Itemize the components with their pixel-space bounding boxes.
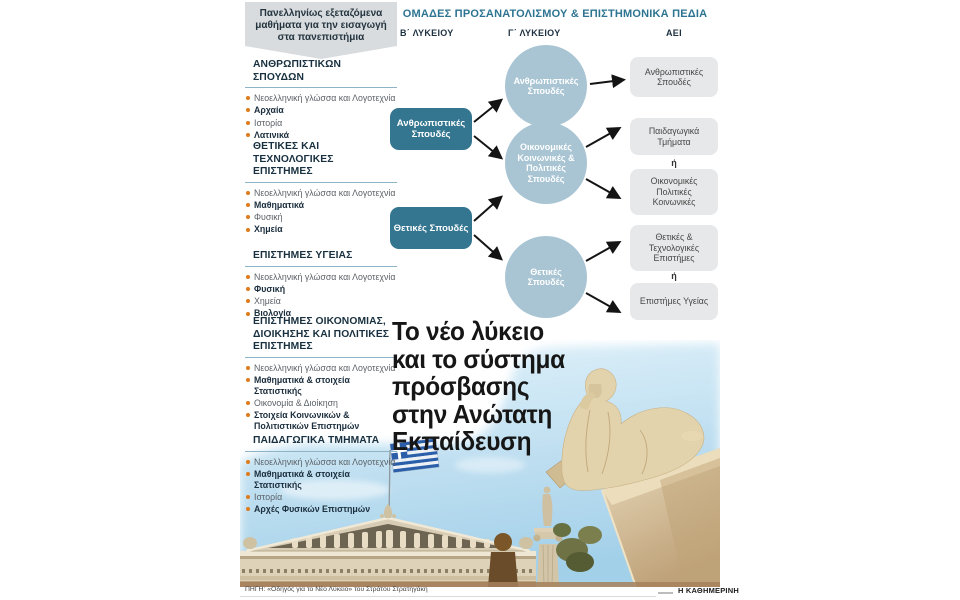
subject-item: Φυσική: [245, 284, 397, 295]
subject-list: [245, 93, 397, 141]
newspaper-brand: Η ΚΑΘΗΜΕΡΙΝΗ: [678, 586, 739, 595]
subject-list: [245, 363, 397, 432]
subject-item: Νεοελληνική γλώσσα και Λογοτεχνία: [245, 363, 397, 374]
title-line: Το νέο λύκειο: [392, 316, 544, 346]
section-title: ΕΠΙΣΤΗΜΕΣ ΟΙΚΟΝΟΜΙΑΣ, ΔΙΟΙΚΗΣΗΣ ΚΑΙ ΠΟΛΙΤΙΚΕΣ ΕΠΙΣΤΗΜΕΣ: [245, 316, 397, 358]
subject-list: [245, 272, 397, 320]
subject-section: [245, 316, 397, 433]
c-lykeiou-circle-economics: Οικονομικές Κοινωνικές & Πολιτικές Σπουδές: [505, 122, 587, 204]
source-credit: ΠΗΓΗ: «Οδηγός για το Νέο Λύκειο» του Στράτου Στρατηγάκη: [245, 586, 428, 593]
subject-section: [245, 59, 397, 142]
aei-box-pedagogical: Παιδαγωγικά Τμήματα: [630, 118, 718, 155]
subject-sections: [245, 2, 400, 598]
subject-item: Νεοελληνική γλώσσα και Λογοτεχνία: [245, 188, 397, 199]
banner-text: Πανελληνίως εξεταζόμενα μαθήματα για την εισαγωγή στα πανεπιστήμια: [245, 2, 397, 46]
title-line: πρόσβασης: [392, 371, 530, 401]
subject-item: Νεοελληνική γλώσσα και Λογοτεχνία: [245, 457, 397, 468]
subject-item: Οικονομία & Διοίκηση: [245, 398, 397, 409]
b-lykeiou-box-humanities: Ανθρωπιστικές Σπουδές: [390, 108, 472, 150]
subject-item: Βιολογία: [245, 308, 397, 319]
or-label: ή: [671, 271, 677, 281]
title-line: και το σύστημα: [392, 343, 565, 374]
column-label-b-lykeiou: Β΄ ΛΥΚΕΙΟΥ: [400, 28, 454, 38]
subject-item: Φυσική: [245, 212, 397, 223]
section-title: ΘΕΤΙΚΕΣ ΚΑΙ ΤΕΧΝΟΛΟΓΙΚΕΣ ΕΠΙΣΤΗΜΕΣ: [245, 141, 397, 183]
title-line: Εκπαίδευση: [392, 426, 532, 456]
subject-item: Νεοελληνική γλώσσα και Λογοτεχνία: [245, 272, 397, 283]
subject-item: Ιστορία: [245, 118, 397, 129]
aei-box-humanities: Ανθρωπιστικές Σπουδές: [630, 57, 718, 97]
column-label-c-lykeiou: Γ΄ ΛΥΚΕΙΟΥ: [508, 28, 561, 38]
subject-item: Μαθηματικά & στοιχεία Στατιστικής: [245, 375, 397, 397]
or-label: ή: [671, 158, 677, 168]
section-title: ΑΝΘΡΩΠΙΣΤΙΚΩΝ ΣΠΟΥΔΩΝ: [245, 59, 397, 88]
subject-item: Λατινικά: [245, 130, 397, 141]
brand-dash: [658, 592, 673, 594]
diagram-header: ΟΜΑΔΕΣ ΠΡΟΣΑΝΑΤΟΛΙΣΜΟΥ & ΕΠΙΣΤΗΜΟΝΙΚΑ ΠΕΔΙΑ: [402, 8, 708, 20]
subject-section: [245, 141, 397, 237]
cloud: [455, 457, 525, 473]
subject-list: [245, 188, 397, 236]
column-label-aei: ΑΕΙ: [666, 28, 682, 38]
main-title: [392, 318, 565, 456]
title-line: στην Ανώτατη: [392, 398, 553, 429]
subject-item: Μαθηματικά & στοιχεία Στατιστικής: [245, 469, 397, 491]
subject-item: Χημεία: [245, 224, 397, 235]
subject-section: [245, 435, 397, 516]
subject-list: [245, 457, 397, 515]
subject-item: Ιστορία: [245, 492, 397, 503]
b-lykeiou-box-sciences: Θετικές Σπουδές: [390, 207, 472, 249]
subject-item: Χημεία: [245, 296, 397, 307]
subject-section: [245, 250, 397, 321]
c-lykeiou-circle-sciences: Θετικές Σπουδές: [505, 236, 587, 318]
section-title: ΠΑΙΔΑΓΩΓΙΚΑ ΤΜΗΜΑΤΑ: [245, 435, 397, 452]
corner-acroterion: [519, 537, 533, 549]
c-lykeiou-circle-humanities: Ανθρωπιστικές Σπουδές: [505, 45, 587, 127]
subject-item: Νεοελληνική γλώσσα και Λογοτεχνία: [245, 93, 397, 104]
section-title: ΕΠΙΣΤΗΜΕΣ ΥΓΕΙΑΣ: [245, 250, 397, 267]
footer-rule: [240, 596, 656, 597]
subject-item: Μαθηματικά: [245, 200, 397, 211]
aei-box-health: Επιστήμες Υγείας: [630, 283, 718, 320]
aei-box-science-tech: Θετικές & Τεχνολογικές Επιστήμες: [630, 225, 718, 271]
subject-item: Στοιχεία Κοινωνικών & Πολιτιστικών Επιστημών: [245, 410, 397, 432]
subject-item: Αρχαία: [245, 105, 397, 116]
aei-box-economics: Οικονομικές Πολιτικές Κοινωνικές: [630, 169, 718, 215]
subject-item: Αρχές Φυσικών Επιστημών: [245, 504, 397, 515]
